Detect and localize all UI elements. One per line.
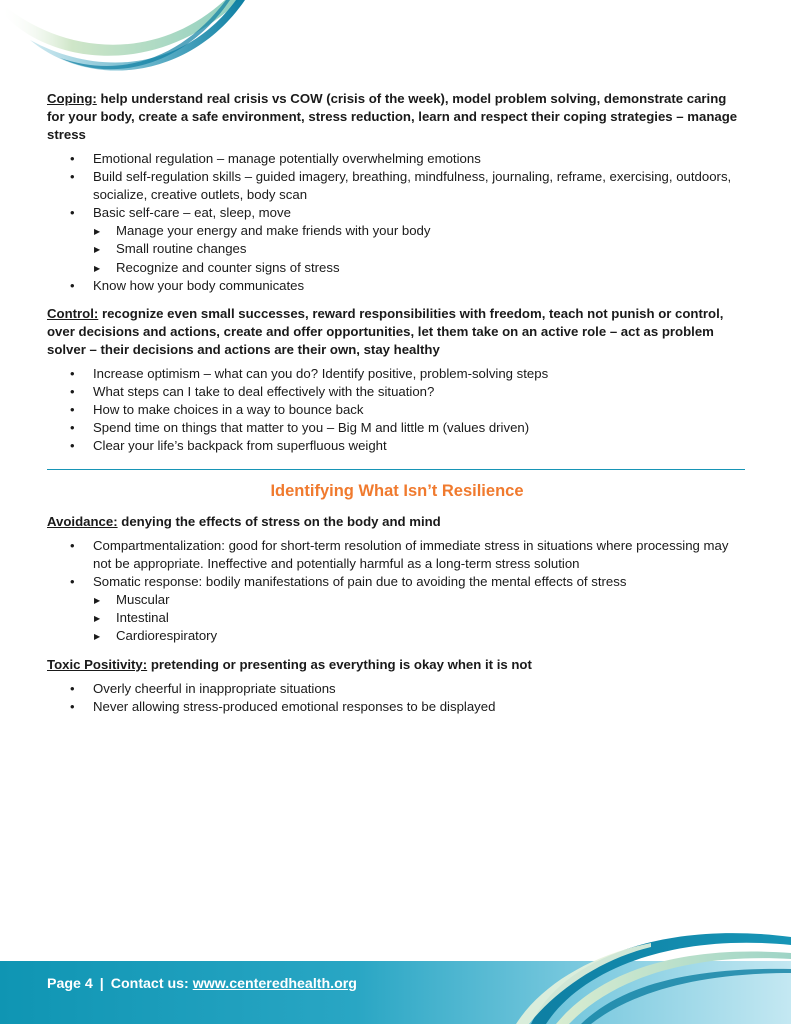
list-item-text: Somatic response: bodily manifestations of pain due to avoiding the mental effects of stress xyxy=(93,573,627,589)
list-item: • How to make choices in a way to bounce back xyxy=(47,401,747,419)
control-bullet-list xyxy=(47,365,747,455)
list-item xyxy=(47,204,747,277)
footer-separator: | xyxy=(99,976,104,992)
control-section xyxy=(47,305,747,455)
toxic-positivity-lead xyxy=(47,656,747,674)
list-item: • Build self-regulation skills – guided imagery, breathing, mindfulness, journaling, reframe, exercising, outdoors, socialize, creative outlets, body scan xyxy=(47,168,747,204)
coping-lead xyxy=(47,90,747,144)
list-item-text: Basic self-care – eat, sleep, move xyxy=(93,205,291,220)
coping-lead-text: help understand real crisis vs COW (crisis of the week), model problem solving, demonstrate caring for your body, create a safe environment, stress reduction, learn and respect their coping strategies – manage stress xyxy=(47,91,738,142)
list-item: • Know how your body communicates xyxy=(47,277,747,295)
control-lead-text: recognize even small successes, reward responsibilities with freedom, teach not punish or control, over decisions and actions, create and offer opportunities, let them take on an active role – act as problem solver – their decisions and actions are their own, stay healthy xyxy=(47,305,724,357)
list-item: • Overly cheerful in inappropriate situations xyxy=(47,680,747,698)
coping-section xyxy=(47,90,747,295)
control-term: Control: xyxy=(47,305,99,321)
website-link[interactable]: www.centeredhealth.org xyxy=(192,976,357,992)
list-item: • Spend time on things that matter to you – Big M and little m (values driven) xyxy=(47,419,747,437)
list-item: • Compartmentalization: good for short-term resolution of immediate stress in situations where processing may not be appropriate. Ineffective and potentially harmful as a long-term stress solution xyxy=(47,537,747,573)
coping-sub-list xyxy=(93,222,747,277)
sub-list-item: ▶ Manage your energy and make friends with your body xyxy=(93,222,747,240)
control-lead xyxy=(47,305,747,359)
sub-list-item: ▶ Muscular xyxy=(93,591,747,609)
avoidance-lead xyxy=(47,513,747,531)
list-item: • Emotional regulation – manage potentially overwhelming emotions xyxy=(47,150,747,168)
list-item: • Increase optimism – what can you do? Identify positive, problem-solving steps xyxy=(47,365,747,383)
toxic-positivity-bullet-list xyxy=(47,680,747,716)
toxic-positivity-section xyxy=(47,656,747,716)
sub-list-item: ▶ Intestinal xyxy=(93,609,747,627)
sub-list-item: ▶ Cardiorespiratory xyxy=(93,627,747,645)
page-number: Page 4 xyxy=(47,976,93,992)
list-item: • Clear your life’s backpack from superfluous weight xyxy=(47,437,747,455)
sub-list-item: ▶ Small routine changes xyxy=(93,240,747,258)
avoidance-bullet-list xyxy=(47,537,747,646)
avoidance-section xyxy=(47,513,747,646)
page-content xyxy=(47,90,747,726)
sub-list-item: ▶ Recognize and counter signs of stress xyxy=(93,259,747,277)
top-swoosh-decoration xyxy=(0,0,260,90)
coping-term: Coping: xyxy=(47,91,97,106)
section-divider xyxy=(47,469,745,470)
avoidance-lead-text: denying the effects of stress on the body and mind xyxy=(117,513,441,529)
section-title: Identifying What Isn’t Resilience xyxy=(270,481,524,500)
list-item: • Never allowing stress-produced emotional responses to be displayed xyxy=(47,698,747,716)
toxic-positivity-lead-text: pretending or presenting as everything is okay when it is not xyxy=(147,656,532,672)
list-item: • What steps can I take to deal effectively with the situation? xyxy=(47,383,747,401)
avoidance-term: Avoidance: xyxy=(47,513,118,529)
toxic-positivity-term: Toxic Positivity: xyxy=(47,656,148,672)
footer xyxy=(47,976,357,992)
avoidance-sub-list xyxy=(93,591,747,646)
contact-label: Contact us: xyxy=(110,976,189,992)
bottom-swoosh-decoration xyxy=(511,925,791,1024)
list-item xyxy=(47,573,747,646)
coping-bullet-list xyxy=(47,150,747,295)
